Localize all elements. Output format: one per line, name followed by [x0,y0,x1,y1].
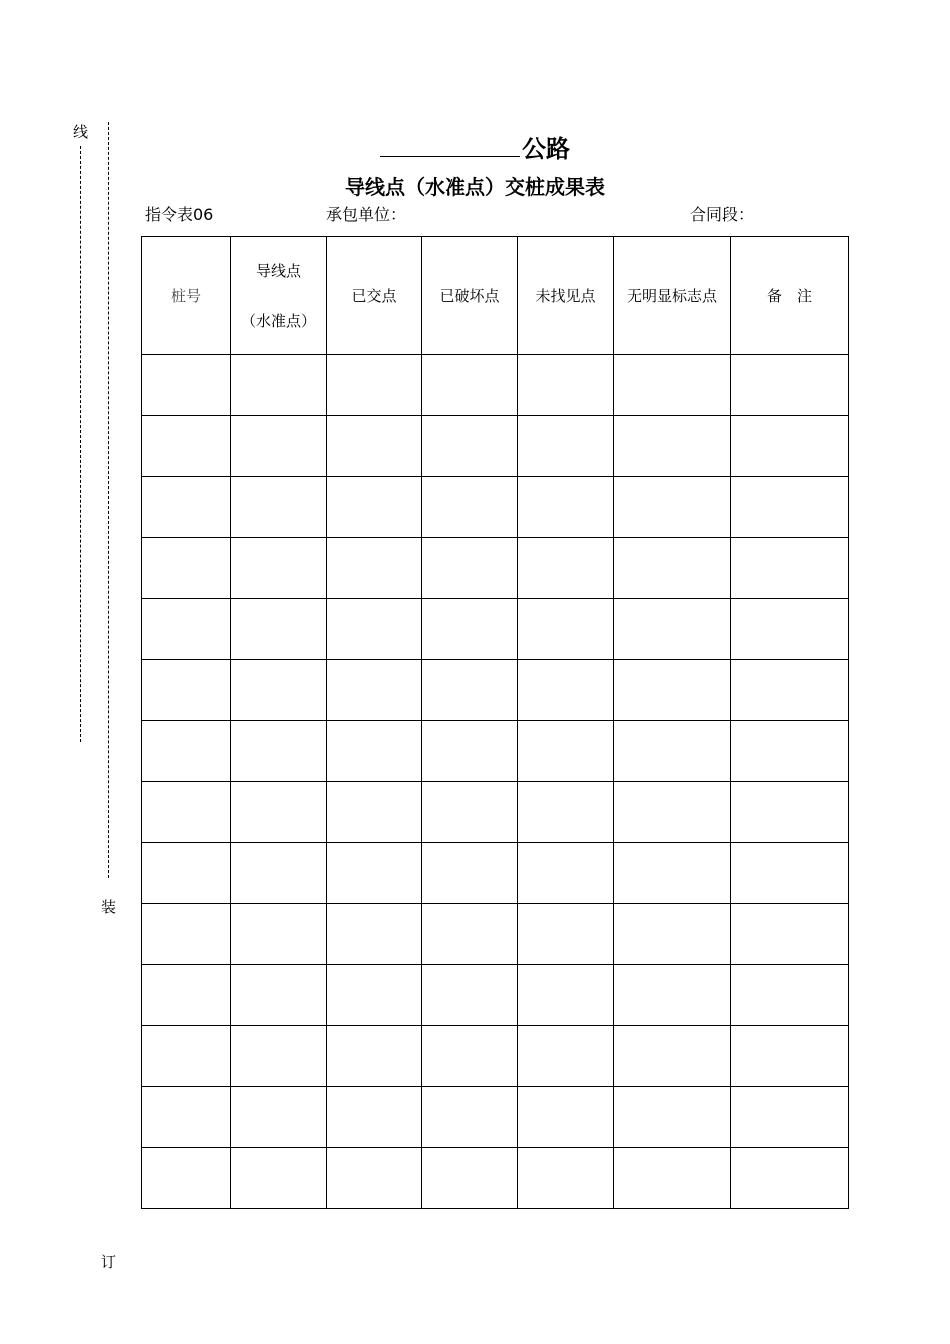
table-cell[interactable] [422,1148,518,1209]
table-row [142,477,849,538]
table-cell[interactable] [518,599,614,660]
road-title [0,130,950,167]
table-cell[interactable] [142,477,231,538]
table-row [142,721,849,782]
margin-bind-char: 装 [101,898,117,916]
table-cell[interactable] [731,1026,849,1087]
table-cell[interactable] [518,782,614,843]
table-cell[interactable] [518,355,614,416]
table-cell[interactable] [614,721,731,782]
table-cell[interactable] [731,660,849,721]
contractor-label: 承包单位： [326,205,407,224]
table-cell[interactable] [231,660,327,721]
table-cell[interactable] [614,1148,731,1209]
table-cell[interactable] [422,477,518,538]
table-cell[interactable] [142,843,231,904]
table-cell[interactable] [731,782,849,843]
table-cell[interactable] [327,904,422,965]
results-table [141,236,849,1209]
table-cell[interactable] [731,538,849,599]
table-cell[interactable] [518,904,614,965]
table-cell[interactable] [614,1087,731,1148]
table-cell[interactable] [327,477,422,538]
table-cell[interactable] [327,721,422,782]
table-cell[interactable] [614,355,731,416]
col-header-handed-over: 已交点 [327,237,422,355]
table-row [142,965,849,1026]
table-cell[interactable] [327,965,422,1026]
table-cell[interactable] [422,538,518,599]
col-header-destroyed: 已破坏点 [422,237,518,355]
table-cell[interactable] [614,477,731,538]
table-cell[interactable] [614,1026,731,1087]
road-name-blank[interactable] [380,130,520,157]
table-cell[interactable] [327,1087,422,1148]
table-cell[interactable] [731,1087,849,1148]
table-cell[interactable] [422,965,518,1026]
table-cell[interactable] [231,1026,327,1087]
table-cell[interactable] [327,660,422,721]
table-cell[interactable] [231,538,327,599]
table-row [142,660,849,721]
table-cell[interactable] [731,477,849,538]
table-cell[interactable] [231,721,327,782]
table-cell[interactable] [518,721,614,782]
road-suffix: 公路 [522,135,570,163]
table-row [142,843,849,904]
table-cell[interactable] [142,538,231,599]
table-row [142,538,849,599]
table-cell[interactable] [327,843,422,904]
table-cell[interactable] [731,965,849,1026]
table-cell[interactable] [142,1026,231,1087]
table-body [142,355,849,1209]
table-cell[interactable] [142,1087,231,1148]
table-cell[interactable] [731,355,849,416]
table-cell[interactable] [231,599,327,660]
table-cell[interactable] [327,538,422,599]
contract-section-label: 合同段： [690,205,755,224]
table-cell[interactable] [614,660,731,721]
col-header-station: 桩号 [142,237,231,355]
table-row [142,1148,849,1209]
table-cell[interactable] [518,843,614,904]
table-cell[interactable] [142,782,231,843]
margin-dashed-line-outer [80,146,81,742]
table-row [142,782,849,843]
table-cell[interactable] [142,416,231,477]
table-cell[interactable] [422,721,518,782]
table-cell[interactable] [518,660,614,721]
table-cell[interactable] [231,477,327,538]
col-header-remarks: 备 注 [731,237,849,355]
table-cell[interactable] [518,538,614,599]
table-row [142,355,849,416]
table-cell[interactable] [231,904,327,965]
table-cell[interactable] [327,599,422,660]
table-cell[interactable] [231,843,327,904]
table-cell[interactable] [731,416,849,477]
table-cell[interactable] [614,416,731,477]
table-cell[interactable] [327,1148,422,1209]
table-cell[interactable] [614,843,731,904]
table-cell[interactable] [731,1148,849,1209]
table-row [142,904,849,965]
table-cell[interactable] [142,904,231,965]
table-cell[interactable] [422,904,518,965]
table-cell[interactable] [518,1148,614,1209]
table-cell[interactable] [731,904,849,965]
table-cell[interactable] [614,599,731,660]
form-number: 指令表06 [145,205,214,224]
table-cell[interactable] [422,355,518,416]
table-cell[interactable] [231,965,327,1026]
table-cell[interactable] [142,660,231,721]
table-cell[interactable] [327,1026,422,1087]
table-cell[interactable] [231,355,327,416]
table-cell[interactable] [731,599,849,660]
table-cell[interactable] [142,1148,231,1209]
margin-stitch-char: 订 [101,1253,117,1271]
table-cell[interactable] [422,599,518,660]
table-cell[interactable] [231,782,327,843]
table-cell[interactable] [614,538,731,599]
table-cell[interactable] [142,599,231,660]
table-cell[interactable] [614,904,731,965]
margin-line-char: 线 [73,123,89,141]
table-row [142,416,849,477]
table-cell[interactable] [142,965,231,1026]
header-row [142,237,849,355]
table-cell[interactable] [327,416,422,477]
table-cell[interactable] [518,1026,614,1087]
table-cell[interactable] [231,1148,327,1209]
table-cell[interactable] [422,416,518,477]
margin-dashed-line-inner [108,122,109,878]
table-cell[interactable] [731,843,849,904]
table-cell[interactable] [422,782,518,843]
col-header-traverse-point: 导线点 （水准点） [231,237,327,355]
table-cell[interactable] [518,1087,614,1148]
table-row [142,599,849,660]
table-cell[interactable] [231,416,327,477]
table-cell[interactable] [422,843,518,904]
table-cell[interactable] [422,1026,518,1087]
table-cell[interactable] [142,355,231,416]
table-cell[interactable] [731,721,849,782]
table-cell[interactable] [327,782,422,843]
col-header-not-found: 未找见点 [518,237,614,355]
table-cell[interactable] [518,416,614,477]
table-cell[interactable] [422,660,518,721]
table-cell[interactable] [327,355,422,416]
table-cell[interactable] [518,965,614,1026]
table-cell[interactable] [614,782,731,843]
table-cell[interactable] [231,1087,327,1148]
table-cell[interactable] [518,477,614,538]
table-row [142,1087,849,1148]
table-cell[interactable] [422,1087,518,1148]
table-row [142,1026,849,1087]
table-cell[interactable] [614,965,731,1026]
col-header-no-clear-mark: 无明显标志点 [614,237,731,355]
table-cell[interactable] [142,721,231,782]
form-title: 导线点（水准点）交桩成果表 [345,175,605,199]
